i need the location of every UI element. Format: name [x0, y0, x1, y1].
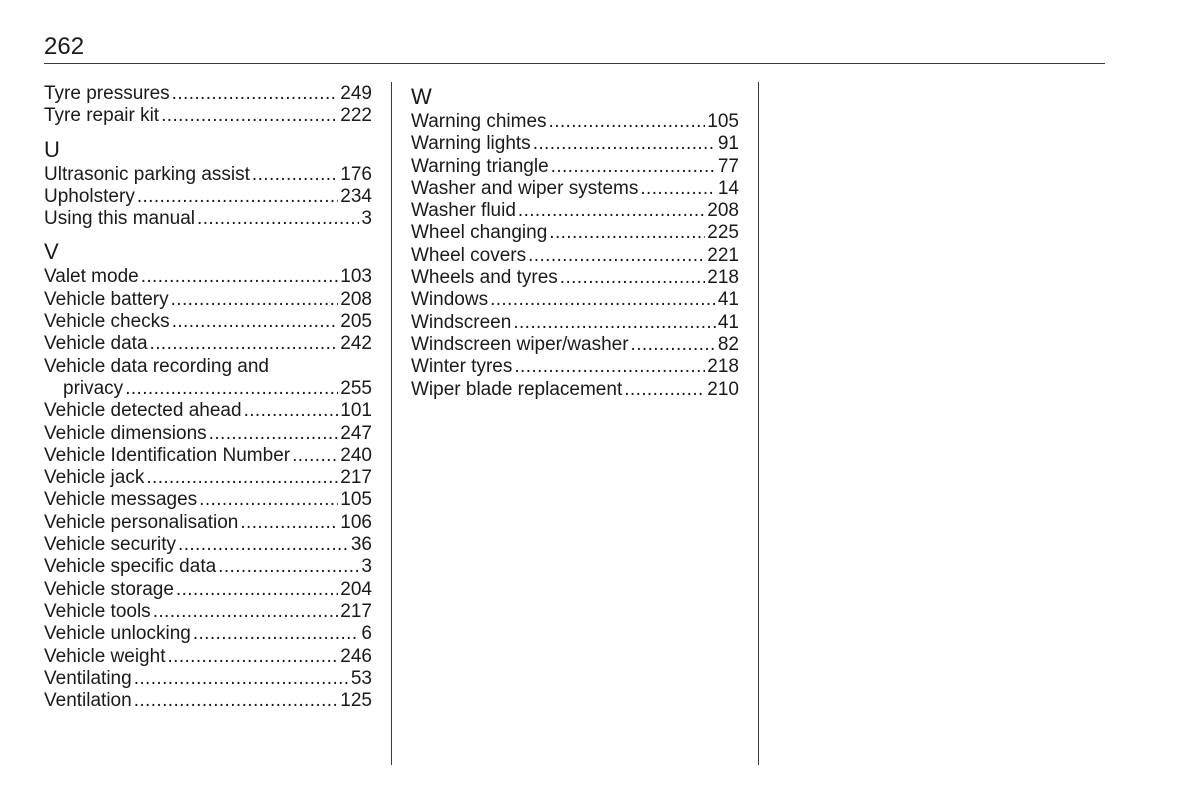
entry-label: Windscreen wiper/washer [411, 333, 629, 355]
dot-leader [176, 579, 338, 601]
dot-leader [640, 178, 715, 200]
dot-leader [153, 601, 339, 623]
entry-label: Ultrasonic parking assist [44, 163, 250, 185]
dot-leader [178, 534, 349, 556]
entry-page-number: 82 [717, 333, 739, 355]
index-entry [44, 83, 372, 105]
entry-label: Using this manual [44, 208, 196, 230]
dot-leader [514, 356, 705, 378]
dot-leader [150, 333, 339, 355]
index-entry [411, 200, 739, 222]
index-entry [44, 646, 372, 668]
entry-label: Vehicle tools [44, 600, 151, 622]
index-entry [44, 266, 372, 288]
dot-leader [218, 556, 359, 578]
dot-leader [244, 400, 339, 422]
entry-label: Vehicle jack [44, 467, 145, 489]
entry-label: Vehicle Identification Number [44, 444, 291, 466]
entry-page-number: 255 [340, 377, 372, 399]
entry-label: Tyre repair kit [44, 105, 160, 127]
entry-page-number: 225 [707, 222, 739, 244]
entry-page-number: 221 [707, 244, 739, 266]
index-entry [44, 445, 372, 467]
entry-label: Vehicle data [44, 333, 148, 355]
entry-label: Wheels and tyres [411, 267, 558, 289]
dot-leader [146, 467, 338, 489]
index-entry [44, 164, 372, 186]
entry-page-number: 3 [361, 556, 372, 578]
column-divider [391, 82, 392, 765]
entry-label: Upholstery [44, 185, 135, 207]
dot-leader [518, 200, 705, 222]
entry-page-number: 14 [717, 177, 739, 199]
entry-label: Washer and wiper systems [411, 177, 639, 199]
entry-page-number: 36 [350, 534, 372, 556]
entry-page-number: 218 [707, 267, 739, 289]
index-entry [44, 601, 372, 623]
entry-label: Vehicle storage [44, 578, 174, 600]
entry-label: Ventilating [44, 667, 132, 689]
entry-label: Vehicle security [44, 534, 177, 556]
entry-page-number: 106 [340, 511, 372, 533]
entry-page-number: 3 [361, 208, 372, 230]
entry-page-number: 247 [340, 422, 372, 444]
dot-leader [549, 222, 705, 244]
dot-leader [161, 105, 338, 127]
index-entry [411, 245, 739, 267]
index-entry [44, 668, 372, 690]
index-column-1 [44, 83, 372, 720]
entry-page-number: 91 [717, 133, 739, 155]
dot-leader [533, 133, 716, 155]
entry-page-number: 103 [340, 266, 372, 288]
entry-page-number: 205 [340, 311, 372, 333]
entry-page-number: 249 [340, 83, 372, 104]
index-entry [44, 489, 372, 511]
index-entry [411, 267, 739, 289]
dot-leader [551, 156, 716, 178]
index-entry [44, 579, 372, 601]
index-entry [44, 289, 372, 311]
entry-page-number: 246 [340, 645, 372, 667]
entry-page-number: 208 [707, 200, 739, 222]
entry-label: Warning lights [411, 133, 531, 155]
entry-label: Vehicle specific data [44, 556, 217, 578]
entry-label: Vehicle battery [44, 288, 169, 310]
index-entry [44, 186, 372, 208]
entry-label: Vehicle personalisation [44, 511, 239, 533]
entry-page-number: 77 [717, 155, 739, 177]
entry-page-number: 217 [340, 600, 372, 622]
entry-label: Wheel changing [411, 222, 548, 244]
index-section [411, 83, 739, 401]
section-letter: V [44, 239, 59, 265]
dot-leader [528, 245, 705, 267]
index-entry [44, 556, 372, 578]
index-entry [411, 334, 739, 356]
entry-page-number: 217 [340, 467, 372, 489]
entry-label: Vehicle detected ahead [44, 400, 242, 422]
dot-leader [252, 164, 338, 186]
index-entry [44, 467, 372, 489]
dot-leader [193, 623, 360, 645]
dot-leader [549, 111, 706, 133]
entry-page-number: 6 [361, 623, 372, 645]
dot-leader [209, 423, 339, 445]
index-section [44, 136, 372, 231]
entry-label: Wheel covers [411, 244, 527, 266]
dot-leader [141, 266, 339, 288]
index-entry [44, 690, 372, 712]
index-entry [411, 133, 739, 155]
entry-page-number: 242 [340, 333, 372, 355]
entry-label: Warning chimes [411, 111, 547, 132]
dot-leader [513, 312, 716, 334]
index-entry [44, 333, 372, 355]
entry-label: Windscreen [411, 311, 512, 333]
entry-page-number: 234 [340, 185, 372, 207]
index-entry [44, 105, 372, 127]
entry-label: Windows [411, 289, 489, 311]
entry-page-number: 210 [707, 378, 739, 400]
index-entry [44, 623, 372, 645]
entry-label-continuation: privacy [63, 377, 124, 399]
entry-page-number: 176 [340, 163, 372, 185]
entry-label: Valet mode [44, 266, 139, 288]
entry-label: Vehicle weight [44, 645, 166, 667]
index-entry [44, 423, 372, 445]
index-column-2 [411, 83, 739, 409]
entry-label: Vehicle dimensions [44, 422, 207, 444]
dot-leader [172, 311, 339, 333]
entry-label: Tyre pressures [44, 83, 170, 104]
index-section [44, 238, 372, 712]
dot-leader [125, 378, 338, 400]
index-entry [411, 289, 739, 311]
entry-page-number: 101 [340, 400, 372, 422]
dot-leader [631, 334, 716, 356]
index-entry [44, 400, 372, 422]
entry-label: Winter tyres [411, 356, 513, 378]
entry-page-number: 222 [340, 105, 372, 127]
dot-leader [134, 668, 349, 690]
index-entry [411, 312, 739, 334]
column-divider [758, 82, 759, 765]
entry-page-number: 125 [340, 690, 372, 712]
entry-label: Vehicle checks [44, 311, 170, 333]
dot-leader [624, 379, 705, 401]
entry-label: Wiper blade replacement [411, 378, 623, 400]
entry-page-number: 53 [350, 667, 372, 689]
dot-leader [560, 267, 706, 289]
index-entry [44, 208, 372, 230]
entry-page-number: 208 [340, 288, 372, 310]
entry-label: Vehicle unlocking [44, 623, 191, 645]
dot-leader [171, 289, 339, 311]
section-letter: U [44, 136, 60, 162]
dot-leader [240, 512, 338, 534]
dot-leader [197, 208, 359, 230]
entry-label: Vehicle data recording and [44, 355, 269, 377]
header-rule [44, 63, 1105, 64]
entry-label: Ventilation [44, 690, 132, 712]
index-entry [411, 379, 739, 401]
entry-label: Warning triangle [411, 155, 549, 177]
dot-leader [137, 186, 338, 208]
entry-label: Vehicle messages [44, 489, 198, 511]
entry-page-number: 41 [717, 289, 739, 311]
index-entry [411, 156, 739, 178]
entry-page-number: 204 [340, 578, 372, 600]
section-letter: W [411, 84, 432, 109]
dot-leader [134, 690, 339, 712]
entry-page-number: 41 [717, 311, 739, 333]
dot-leader [490, 289, 716, 311]
index-section [44, 83, 372, 128]
dot-leader [292, 445, 338, 467]
index-entry [411, 111, 739, 133]
index-entry [411, 178, 739, 200]
dot-leader [167, 646, 338, 668]
index-entry [44, 356, 372, 401]
page-number: 262 [44, 33, 85, 60]
entry-page-number: 218 [707, 356, 739, 378]
index-entry [44, 512, 372, 534]
index-entry [411, 222, 739, 244]
entry-label: Washer fluid [411, 200, 516, 222]
index-entry [44, 311, 372, 333]
index-entry [411, 356, 739, 378]
index-entry [44, 534, 372, 556]
dot-leader [172, 83, 339, 105]
entry-page-number: 105 [707, 111, 739, 132]
entry-page-number: 240 [340, 444, 372, 466]
entry-page-number: 105 [340, 489, 372, 511]
dot-leader [199, 489, 338, 511]
